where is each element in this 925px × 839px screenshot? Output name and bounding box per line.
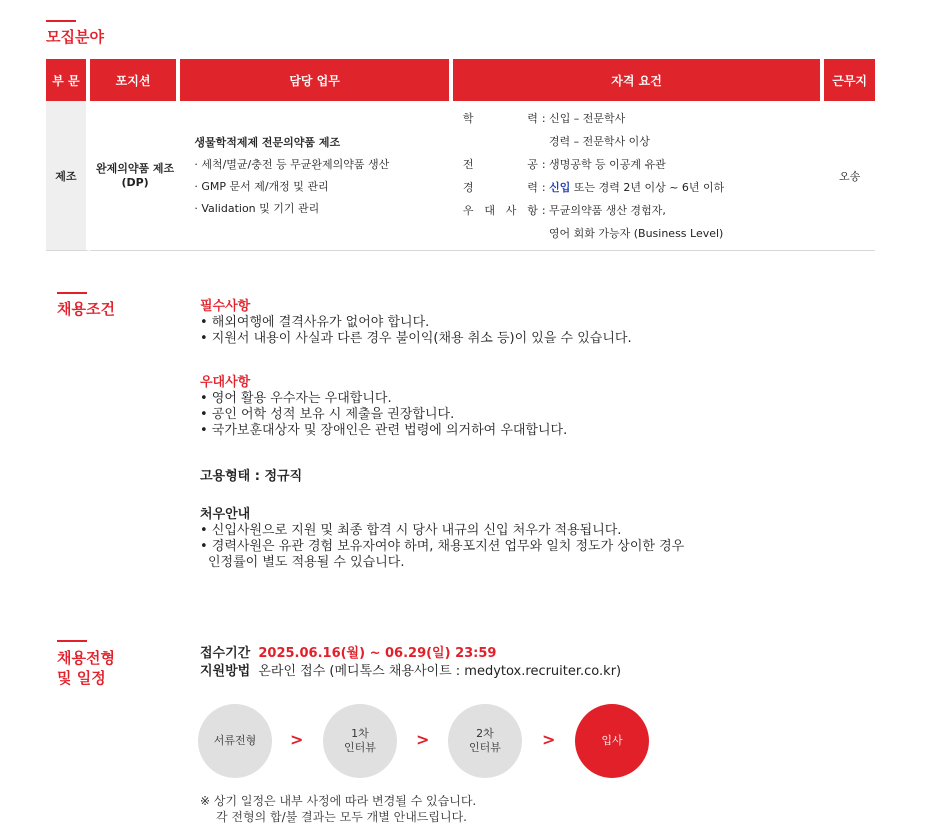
application-period [200,645,496,662]
req-preferred-value: : 무균의약품 생산 경험자, [541,203,666,217]
section-title-fields: 모집분야 [46,28,104,46]
method-value: 온라인 접수 (메디톡스 채용사이트 : medytox.recruiter.co.kr) [258,664,622,679]
req-education [463,107,824,130]
employment-type: 고용형태 : 정규직 [200,469,303,484]
req-education-value: : 신입 – 전문학사 [541,111,626,125]
step-label: 인터뷰 [469,741,501,754]
duty-item: · Validation 및 기기 관리 [194,201,320,215]
position-line1: 완제의약품 제조 [95,161,175,175]
section-marker [57,292,87,294]
method-label: 지원방법 [200,664,251,679]
section-title-process [57,648,115,688]
step-second-interview [448,704,522,778]
process-title-line1: 채용전형 [57,649,115,667]
preferred-title: 우대사항 [200,375,251,390]
cell-location: 오송 [824,101,875,251]
step-document-screening [198,704,272,778]
req-career [463,176,824,199]
preferred-block [200,375,567,439]
list-item: • 국가보훈대상자 및 장애인은 관련 법령에 의거하여 우대합니다. [200,423,568,438]
section-marker [57,640,87,642]
step-arrow: > [290,730,304,749]
req-preferred [463,199,824,222]
header-dept: 부 문 [46,59,90,101]
recruitment-table [46,59,875,251]
step-first-interview [323,704,397,778]
header-duty: 담당 업무 [180,59,453,101]
list-item: • 신입사원으로 지원 및 최종 합격 시 당사 내규의 신입 처우가 적용됩니다. [200,523,622,538]
duty-item: · 세척/멸균/충전 등 무균완제의약품 생산 [194,157,390,171]
list-item: • 공인 어학 성적 보유 시 제출을 권장합니다. [200,407,455,422]
req-key-char: 경 [462,180,474,194]
step-label: 2차 [476,727,494,740]
list-item: • 해외여행에 결격사유가 없어야 합니다. [200,315,430,330]
list-item: • 지원서 내용이 사실과 다른 경우 불이익(채용 취소 등)이 있을 수 있습니다. [200,331,632,346]
process-title-line2: 및 일정 [57,669,106,687]
section-marker [46,20,76,22]
step-label: 인터뷰 [344,741,376,754]
req-key-char: 력 [527,111,538,125]
employment-type-block [200,469,302,485]
conditions-block [200,299,632,347]
note-line: 각 전형의 합/불 결과는 모두 개별 안내드립니다. [216,810,467,824]
position-line2: (DP) [121,175,149,189]
step-arrow: > [416,730,430,749]
header-position: 포지션 [90,59,181,101]
req-key-char: 사 [505,203,517,217]
schedule-note [200,793,476,825]
req-key-char: 대 [484,203,495,217]
req-major-value: : 생명공학 등 이공계 유관 [541,157,666,171]
req-key-char: 력 [527,180,538,194]
treatment-title: 처우안내 [200,507,251,522]
req-key-char: 공 [527,157,538,171]
req-education-2 [463,130,824,153]
step-label: 입사 [601,734,623,747]
duty-item: · GMP 문서 제/개정 및 관리 [194,179,329,193]
step-join [575,704,649,778]
header-requirements: 자격 요건 [453,59,824,101]
list-item: • 경력사원은 유관 경험 보유자여야 하며, 채용포지션 업무와 일치 정도가 상이한 경우 [200,539,685,554]
period-label: 접수기간 [200,646,251,661]
period-value: 2025.06.16(월) ~ 06.29(일) 23:59 [258,646,497,661]
req-key-char: 학 [462,111,474,125]
req-key-char: 항 [527,203,538,217]
cell-requirements [453,101,824,251]
duty-title: 생물학적제제 전문의약품 제조 [194,135,341,149]
req-key-char: 우 [462,203,474,217]
cell-dept: 제조 [46,101,90,251]
required-title: 필수사항 [200,299,251,314]
note-line: ※ 상기 일정은 내부 사정에 따라 변경될 수 있습니다. [200,794,477,808]
req-career-prefix: : [541,180,550,194]
req-career-rest: 또는 경력 2년 이상 ~ 6년 이하 [570,180,725,194]
header-location: 근무지 [824,59,875,101]
req-preferred-2 [463,222,824,245]
req-career-highlight: 신입 [549,180,571,194]
req-key-char: 전 [462,157,474,171]
req-education-value-2: 경력 – 전문학사 이상 [548,134,650,148]
req-career-value [538,176,724,199]
table-row [46,101,875,251]
cell-duty [180,101,453,251]
req-preferred-value-2: 영어 회화 가능자 (Business Level) [548,226,724,240]
application-method [200,663,621,680]
step-arrow: > [542,730,556,749]
list-item: • 영어 활용 우수자는 우대합니다. [200,391,392,406]
step-label: 1차 [351,727,369,740]
list-item: 인정률이 별도 적용될 수 있습니다. [208,555,405,570]
req-major [463,153,824,176]
step-label: 서류전형 [213,734,257,747]
section-title-conditions: 채용조건 [57,300,115,318]
treatment-block [200,507,684,571]
table-header-row [46,59,875,101]
cell-position [90,101,181,251]
